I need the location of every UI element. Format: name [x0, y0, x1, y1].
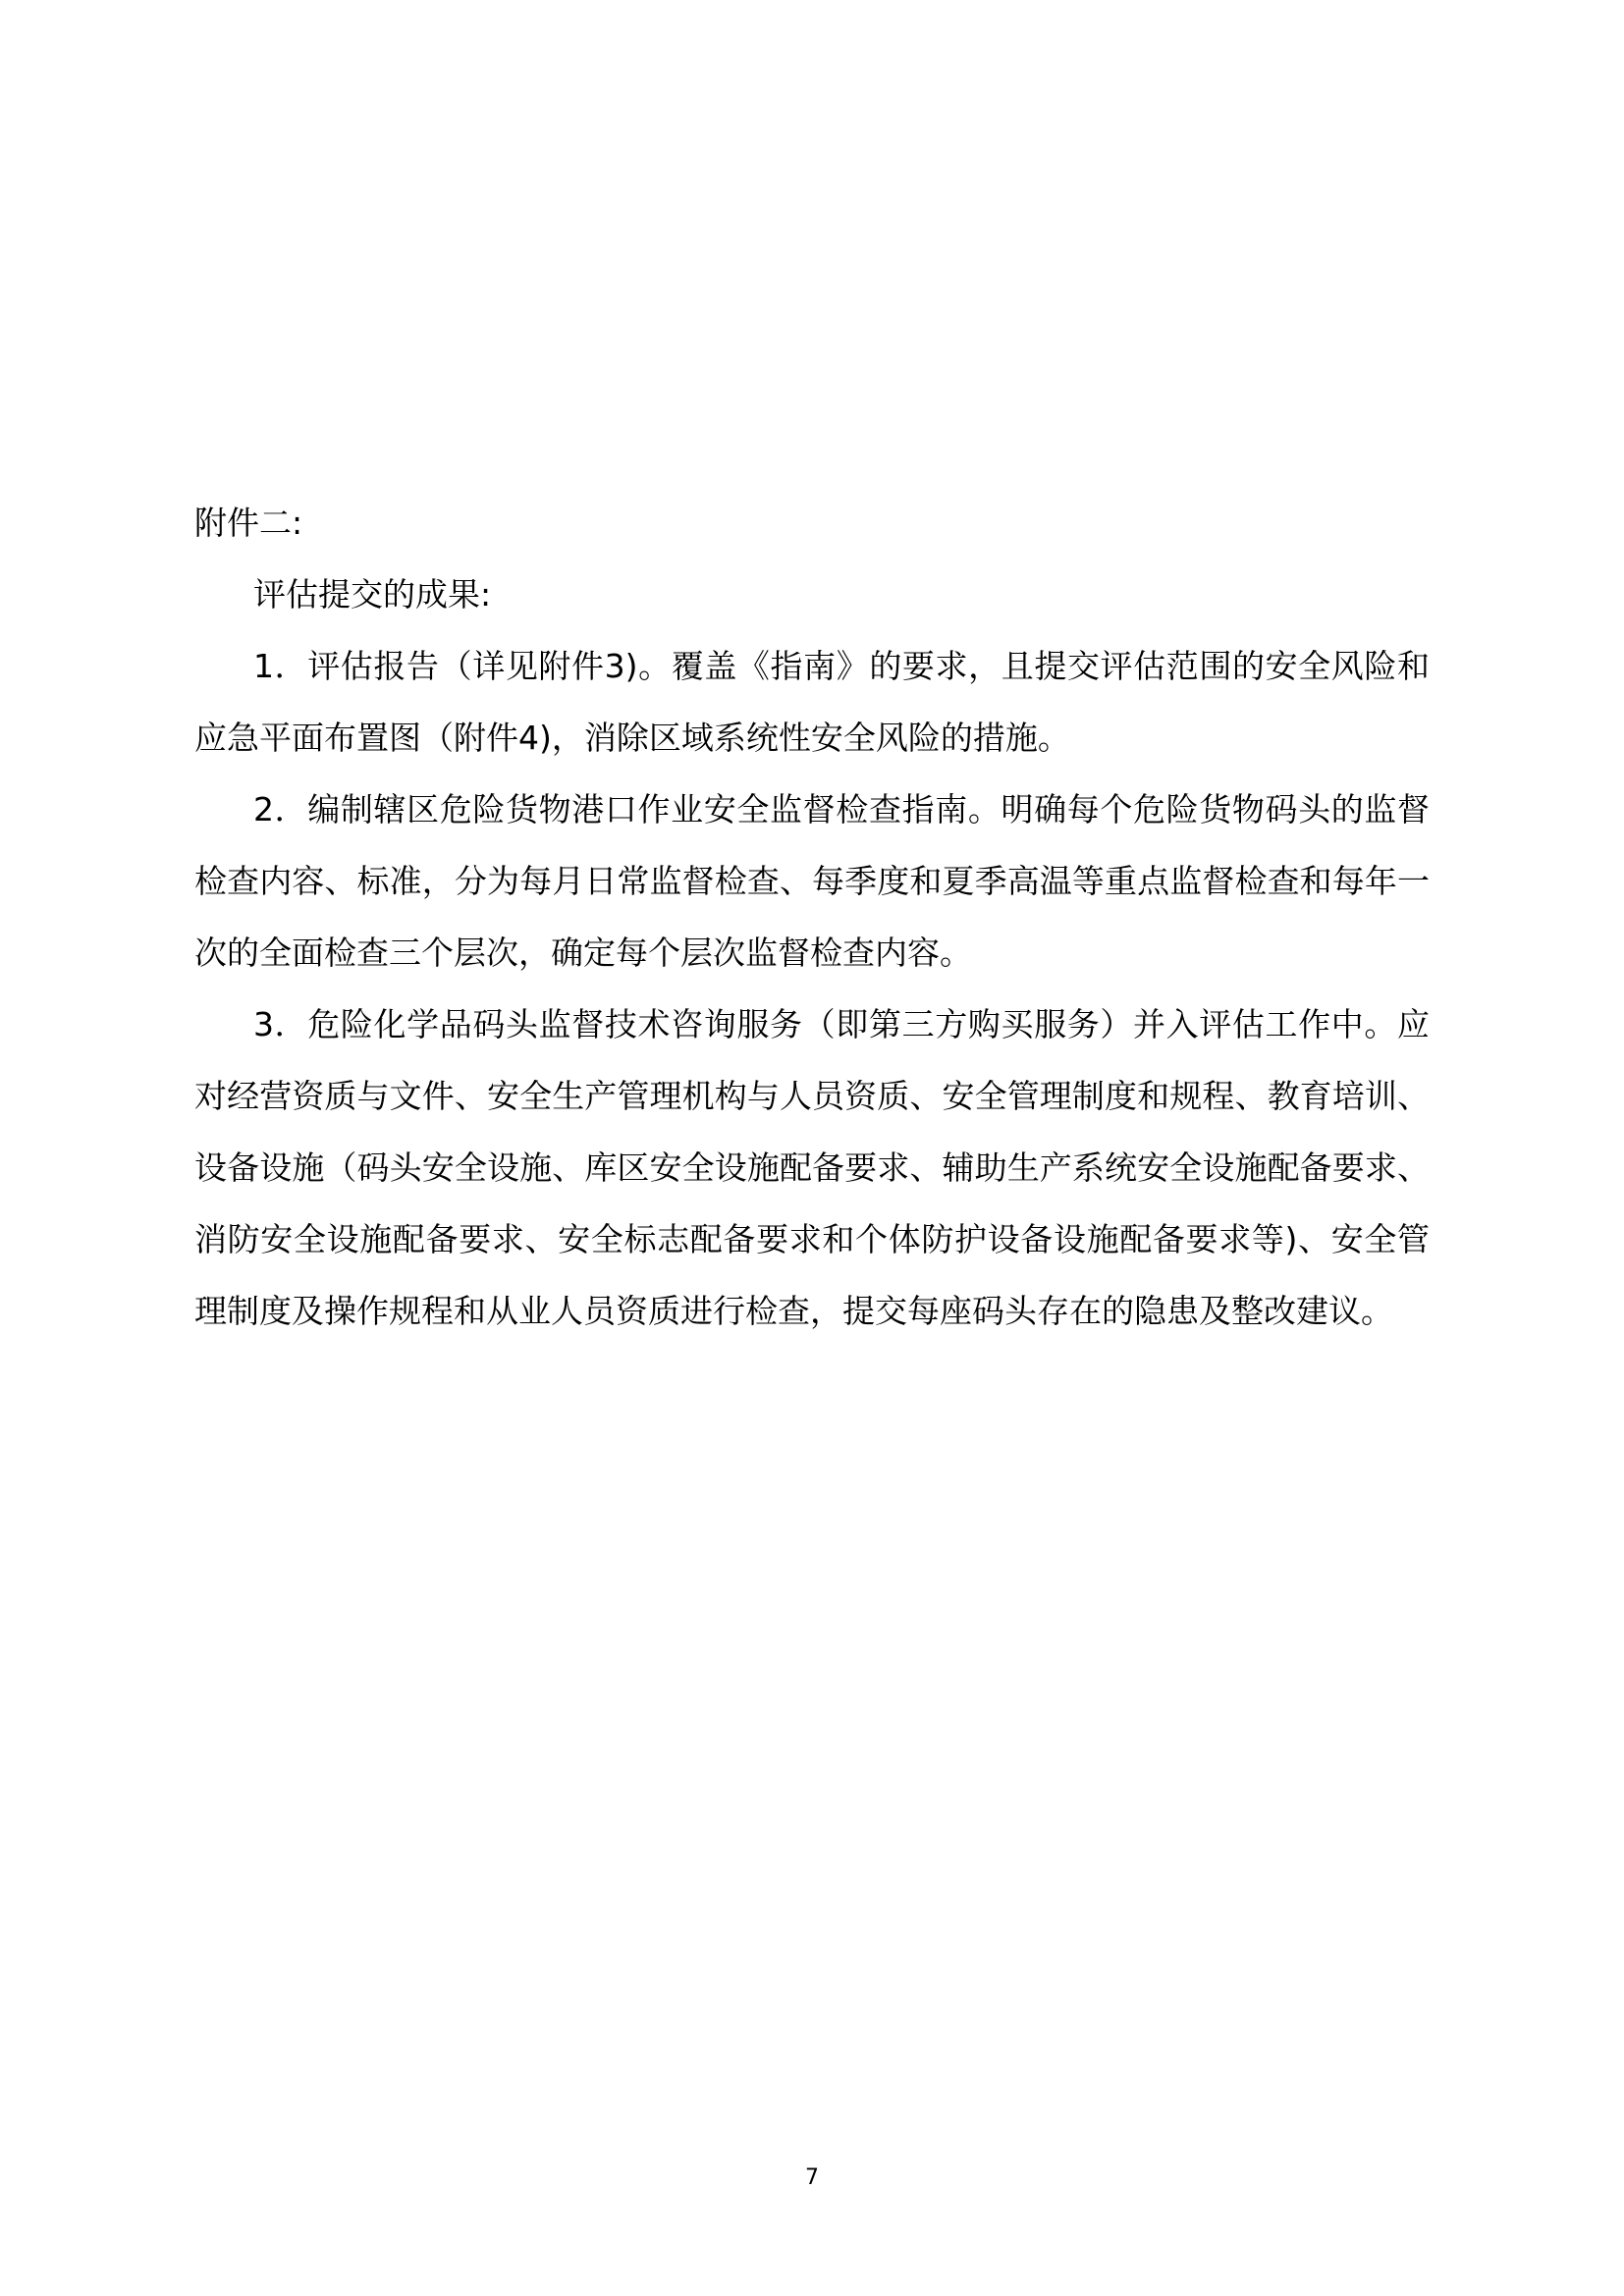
intro-text: 评估提交的成果:	[253, 575, 492, 614]
document-body	[194, 487, 1430, 1347]
attachment-label: 附件二:	[194, 504, 303, 542]
item-1: 1．评估报告（详见附件3)。覆盖《指南》的要求，且提交评估范围的安全风险和应急平面布置图（附件4)，消除区域系统性安全风险的措施。	[194, 647, 1430, 757]
item-3: 3．危险化学品码头监督技术咨询服务（即第三方购买服务）并入评估工作中。应对经营资质与文件、安全生产管理机构与人员资质、安全管理制度和规程、教育培训、设备设施（码头安全设施、库区安全设施配备要求、辅助生产系统安全设施配备要求、消防安全设施配备要求、安全标志配备要求和个体防护设备设施配备要求等)、安全管理制度及操作规程和从业人员资质进行检查，提交每座码头存在的隐患及整改建议。	[194, 1005, 1430, 1330]
page-number: 7	[805, 2165, 819, 2190]
item-2: 2．编制辖区危险货物港口作业安全监督检查指南。明确每个危险货物码头的监督检查内容、标准，分为每月日常监督检查、每季度和夏季高温等重点监督检查和每年一次的全面检查三个层次，确定每个层次监督检查内容。	[194, 790, 1430, 972]
